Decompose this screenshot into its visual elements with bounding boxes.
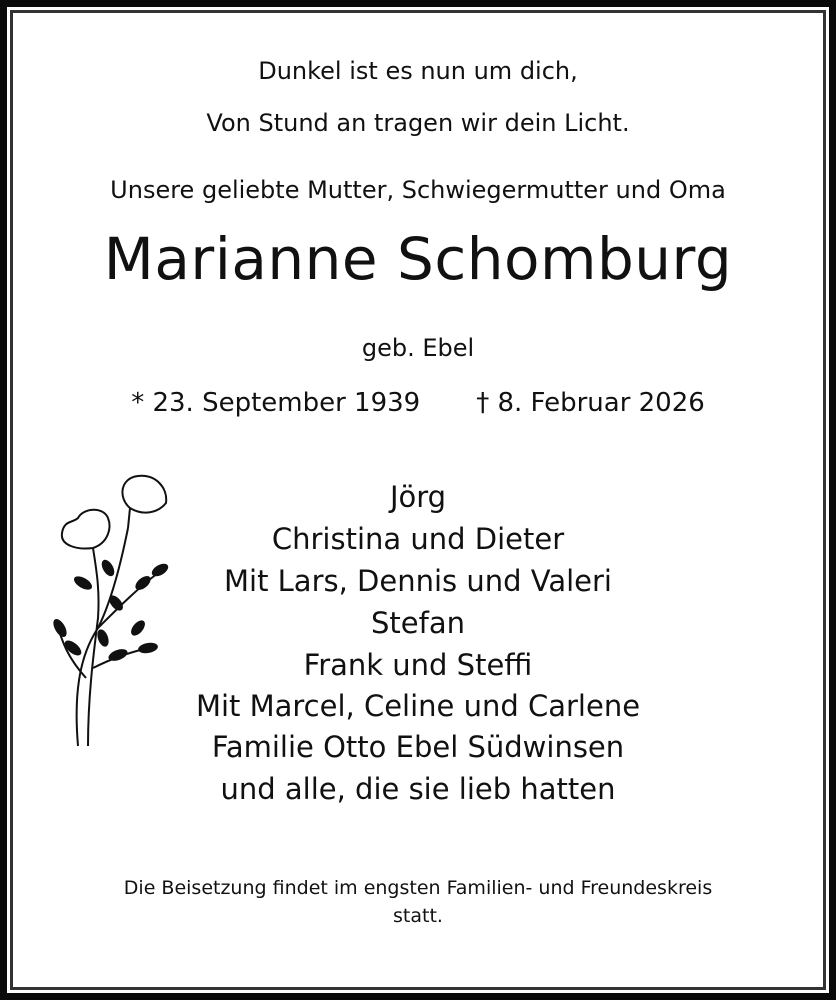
mourner-2: Christina und Dieter (271, 522, 565, 556)
footer-line-2: statt. (393, 905, 443, 927)
verse-line-1: Dunkel ist es nun um dich, (258, 57, 578, 85)
birth-date: * 23. September 1939 (131, 388, 421, 418)
deceased-name: Marianne Schomburg (103, 225, 733, 293)
mourner-3: Mit Lars, Dennis und Valeri (223, 564, 612, 598)
death-date: † 8. Februar 2026 (476, 388, 705, 418)
verse-line-2: Von Stund an tragen wir dein Licht. (206, 109, 630, 137)
mourner-5: Frank und Steffi (303, 648, 533, 682)
life-dates (0, 388, 836, 418)
intro-text: Unsere geliebte Mutter, Schwiegermutter und Oma (110, 176, 726, 204)
mourner-1: Jörg (389, 480, 447, 514)
maiden-name: geb. Ebel (361, 334, 475, 362)
mourner-4: Stefan (371, 606, 465, 640)
footer-line-1: Die Beisetzung findet im engsten Familien- und Freundeskreis (123, 877, 713, 899)
mourner-6: Mit Marcel, Celine und Carlene (195, 689, 641, 723)
mourner-8: und alle, die sie lieb hatten (220, 772, 616, 806)
mourner-7: Familie Otto Ebel Südwinsen (211, 730, 625, 764)
